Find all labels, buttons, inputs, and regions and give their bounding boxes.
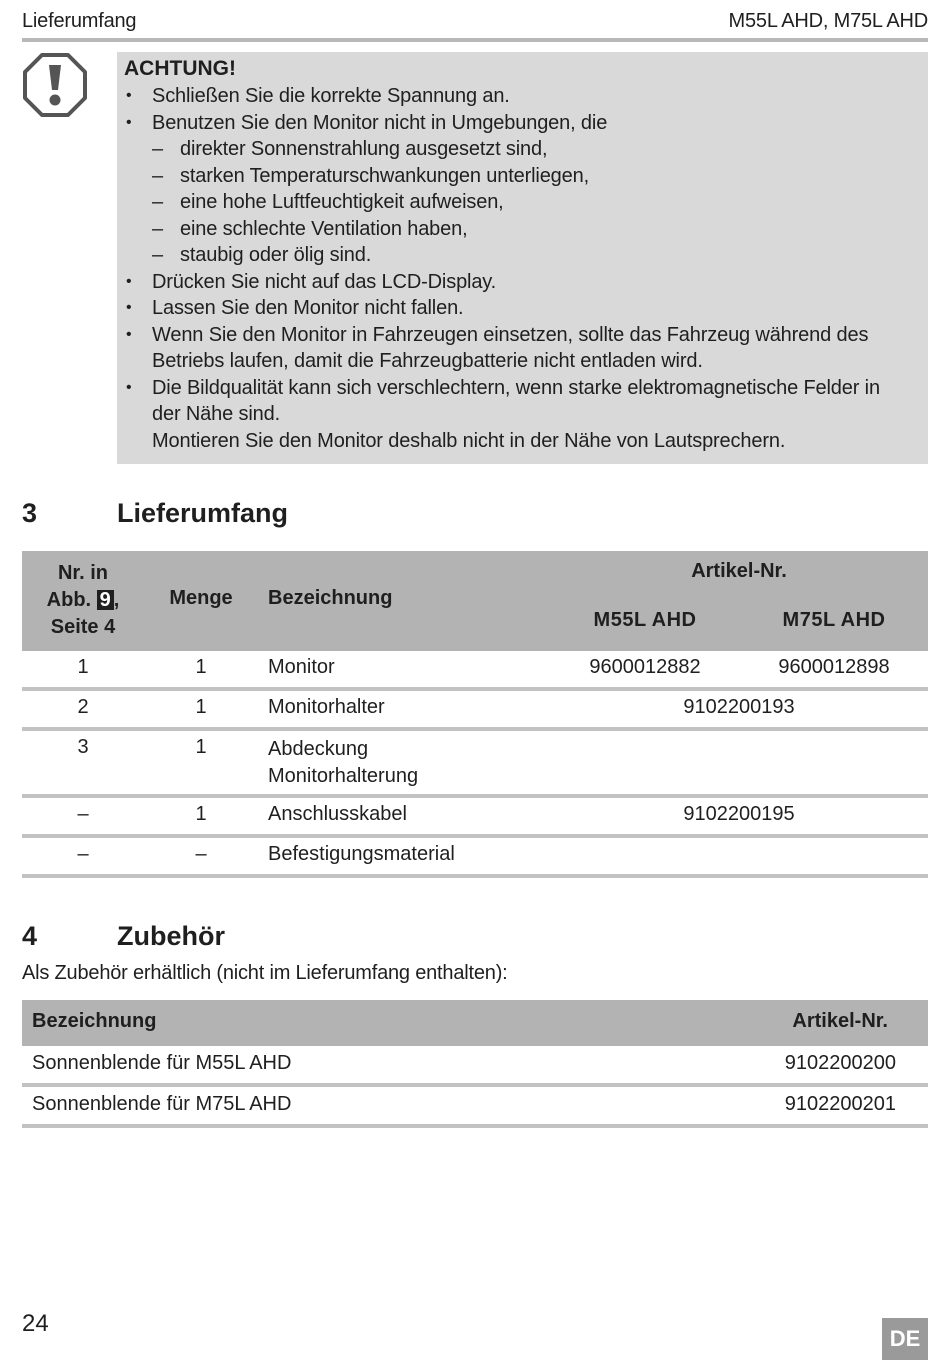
- figure-ref-badge: 9: [97, 590, 114, 610]
- warning-item-continuation: Betriebs laufen, damit die Fahrzeugbatterie nicht entladen wird.: [152, 350, 703, 372]
- page-number: 24: [22, 1310, 49, 1337]
- warning-subitem: – eine schlechte Ventilation haben,: [124, 216, 920, 243]
- table-row: – – Befestigungsmaterial: [22, 838, 928, 878]
- exclamation-octagon-icon: [22, 52, 88, 118]
- warning-box: [117, 52, 928, 464]
- table-row: 3 1 Abdeckung Monitorhalterung: [22, 731, 928, 798]
- warning-subitem: – starken Temperaturschwankungen unterliegen,: [124, 163, 920, 190]
- warning-item: • Die Bildqualität kann sich verschlechtern, wenn starke elektromagnetische Felder in: [124, 375, 920, 402]
- warning-item: • Benutzen Sie den Monitor nicht in Umgebungen, die: [124, 110, 920, 137]
- warning-item: • Schließen Sie die korrekte Spannung an.: [124, 83, 920, 110]
- section-number: 3: [22, 498, 38, 528]
- warning-item-continuation: der Nähe sind.: [152, 403, 280, 425]
- table-row: Sonnenblende für M55L AHD 9102200200: [22, 1046, 928, 1087]
- section-title: Zubehör: [117, 921, 225, 951]
- table-header: [22, 551, 928, 651]
- table-row: – 1 Anschlusskabel 9102200195: [22, 798, 928, 838]
- scope-of-delivery-table: [22, 551, 928, 878]
- header-model-names: M55L AHD, M75L AHD: [728, 10, 928, 32]
- header-artikel-nr: Artikel-Nr.: [792, 1010, 888, 1032]
- header-nr: Nr. in Abb. 9 , Seite 4: [46, 562, 120, 638]
- warning-list: [124, 83, 920, 454]
- warning-item: • Lassen Sie den Monitor nicht fallen.: [124, 295, 920, 322]
- warning-item-continuation: Montieren Sie den Monitor deshalb nicht in der Nähe von Lautsprechern.: [152, 429, 786, 452]
- warning-title: ACHTUNG!: [124, 57, 236, 80]
- accessories-intro: Als Zubehör erhältlich (nicht im Lieferumfang enthalten):: [22, 962, 508, 984]
- warning-subitem: – eine hohe Luftfeuchtigkeit aufweisen,: [124, 189, 920, 216]
- header-m55: M55L AHD: [593, 609, 697, 631]
- table-row: Sonnenblende für M75L AHD 9102200201: [22, 1087, 928, 1128]
- section-number: 4: [22, 921, 38, 951]
- accessories-table: [22, 1000, 928, 1128]
- table-header: [22, 1000, 928, 1046]
- warning-subitem: – staubig oder ölig sind.: [124, 242, 920, 269]
- header-artikel-nr: Artikel-Nr.: [691, 560, 787, 582]
- header-menge: Menge: [169, 587, 233, 609]
- header-m75: M75L AHD: [782, 609, 886, 631]
- table-row: 1 1 Monitor 9600012882 9600012898: [22, 651, 928, 691]
- header-section-title: Lieferumfang: [22, 10, 137, 32]
- warning-item: • Drücken Sie nicht auf das LCD-Display.: [124, 269, 920, 296]
- running-header: [22, 8, 928, 42]
- language-badge: DE: [882, 1318, 928, 1360]
- header-bezeichnung: Bezeichnung: [32, 1010, 157, 1032]
- warning-subitem: – direkter Sonnenstrahlung ausgesetzt sind,: [124, 136, 920, 163]
- section-title: Lieferumfang: [117, 498, 289, 528]
- warning-item: • Wenn Sie den Monitor in Fahrzeugen einsetzen, sollte das Fahrzeug während des: [124, 322, 920, 349]
- header-bezeichnung: Bezeichnung: [268, 587, 393, 609]
- table-row: 2 1 Monitorhalter 9102200193: [22, 691, 928, 731]
